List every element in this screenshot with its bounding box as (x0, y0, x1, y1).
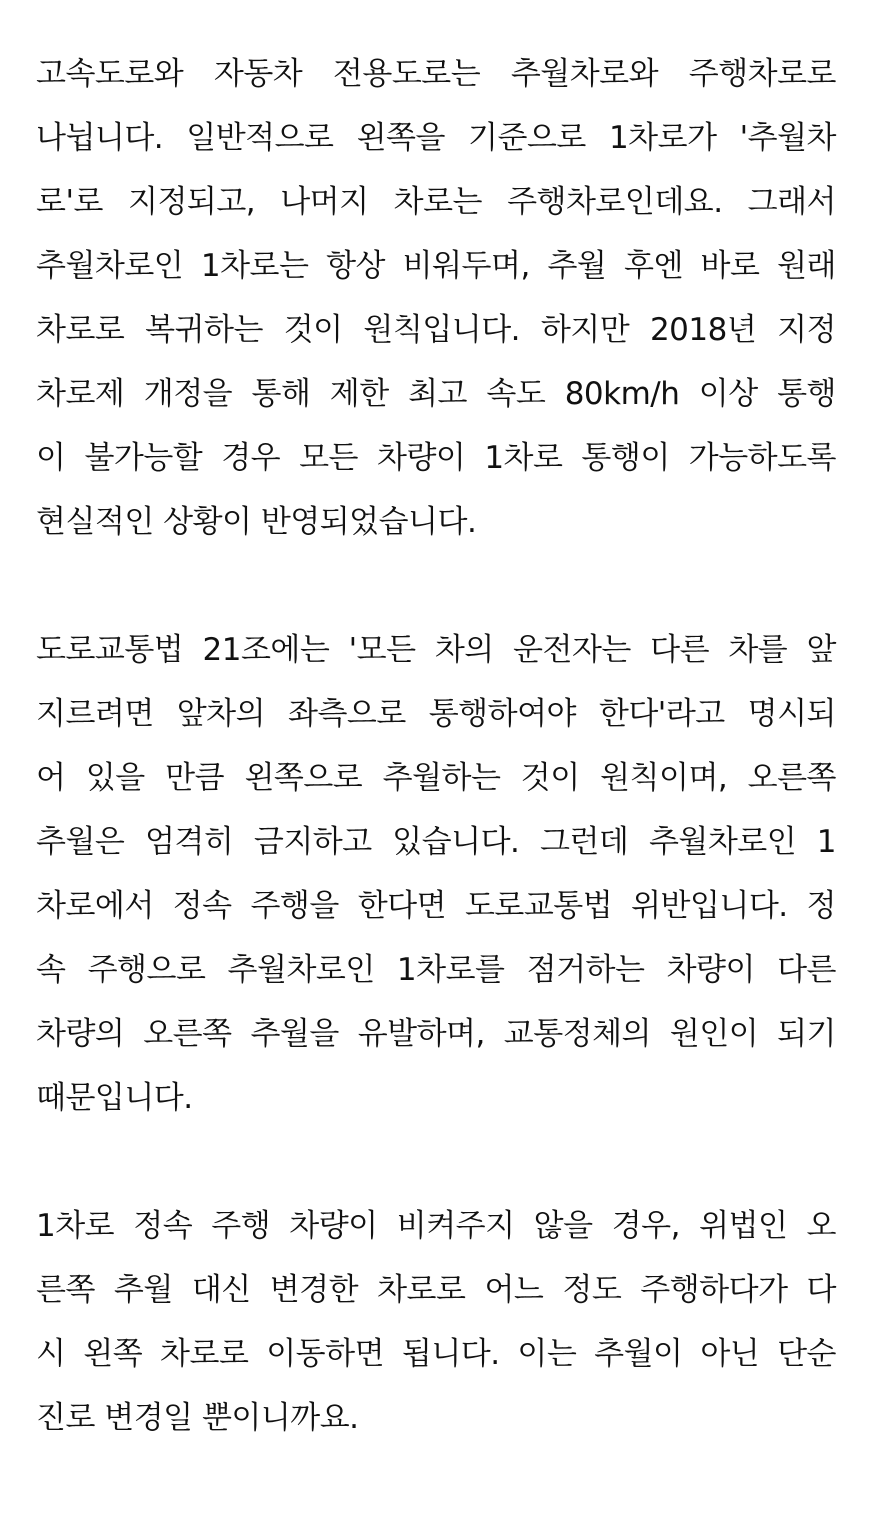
text-line: 현실적인 상황이 반영되었습니다. (36, 504, 477, 540)
text-line: 추월차로인 1차로는 항상 비워두며, 추월 후엔 바로 원래 (36, 248, 836, 284)
text-line: 차로로 복귀하는 것이 원칙입니다. 하지만 2018년 지정 (36, 312, 836, 348)
article-body (36, 42, 836, 1514)
paragraph-1 (36, 42, 836, 554)
text-line: 차량의 오른쪽 추월을 유발하며, 교통정체의 원인이 되기 (36, 1016, 836, 1052)
text-line: 로'로 지정되고, 나머지 차로는 주행차로인데요. 그래서 (36, 184, 836, 220)
text-line: 이 불가능할 경우 모든 차량이 1차로 통행이 가능하도록 (36, 440, 836, 476)
text-line: 추월은 엄격히 금지하고 있습니다. 그런데 추월차로인 1 (36, 824, 836, 860)
paragraph-2 (36, 618, 836, 1130)
text-line: 지르려면 앞차의 좌측으로 통행하여야 한다'라고 명시되 (36, 696, 836, 732)
paragraph-3 (36, 1194, 836, 1450)
text-line: 차로에서 정속 주행을 한다면 도로교통법 위반입니다. 정 (36, 888, 836, 924)
text-line: 어 있을 만큼 왼쪽으로 추월하는 것이 원칙이며, 오른쪽 (36, 760, 836, 796)
text-line: 때문입니다. (36, 1080, 193, 1116)
text-line: 차로제 개정을 통해 제한 최고 속도 80km/h 이상 통행 (36, 376, 836, 412)
text-line: 1차로 정속 주행 차량이 비켜주지 않을 경우, 위법인 오 (36, 1208, 836, 1244)
text-line: 른쪽 추월 대신 변경한 차로로 어느 정도 주행하다가 다 (36, 1272, 836, 1308)
text-line: 속 주행으로 추월차로인 1차로를 점거하는 차량이 다른 (36, 952, 836, 988)
text-line: 나뉩니다. 일반적으로 왼쪽을 기준으로 1차로가 '추월차 (36, 120, 836, 156)
text-line: 진로 변경일 뿐이니까요. (36, 1400, 359, 1436)
text-line: 고속도로와 자동차 전용도로는 추월차로와 주행차로로 (36, 56, 836, 92)
text-line: 도로교통법 21조에는 '모든 차의 운전자는 다른 차를 앞 (36, 632, 836, 668)
text-line: 시 왼쪽 차로로 이동하면 됩니다. 이는 추월이 아닌 단순 (36, 1336, 836, 1372)
